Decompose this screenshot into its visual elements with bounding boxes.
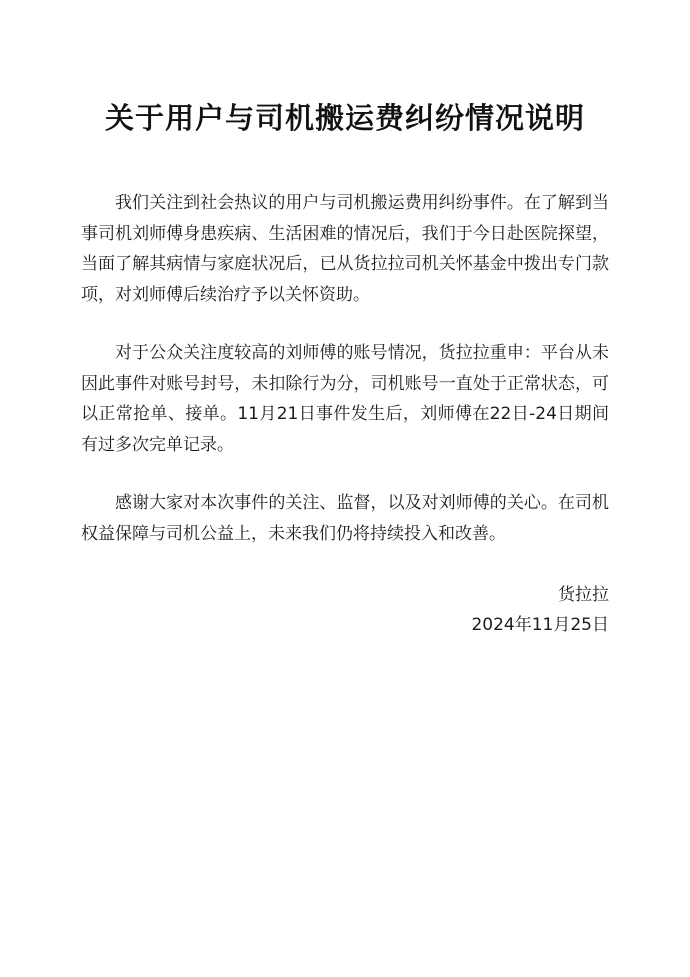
document-title: 关于用户与司机搬运费纠纷情况说明 (104, 101, 585, 135)
paragraph-1: 我们关注到社会热议的用户与司机搬运费用纠纷事件。在了解到当事司机刘师傅身患疾病、生活困难的情况后，我们于今日赴医院探望，当面了解其病情与家庭状况后，已从货拉拉司机关怀基金中拨出专门款项，对刘师傅后续治疗予以关怀资助。 (81, 193, 609, 305)
paragraph-3: 感谢大家对本次事件的关注、监督，以及对刘师傅的关心。在司机权益保障与司机公益上，未来我们仍将持续投入和改善。 (81, 493, 609, 544)
document-body (81, 188, 609, 577)
paragraph-2: 对于公众关注度较高的刘师傅的账号情况，货拉拉重申：平台从未因此事件对账号封号，未扣除行为分，司机账号一直处于正常状态，可以正常抢单、接单。11月21日事件发生后，刘师傅在22日-24日期间有过多次完单记录。 (81, 343, 609, 455)
signature-organization: 货拉拉 (558, 585, 609, 605)
signature-block (471, 580, 609, 640)
signature-date: 2024年11月25日 (471, 615, 609, 635)
